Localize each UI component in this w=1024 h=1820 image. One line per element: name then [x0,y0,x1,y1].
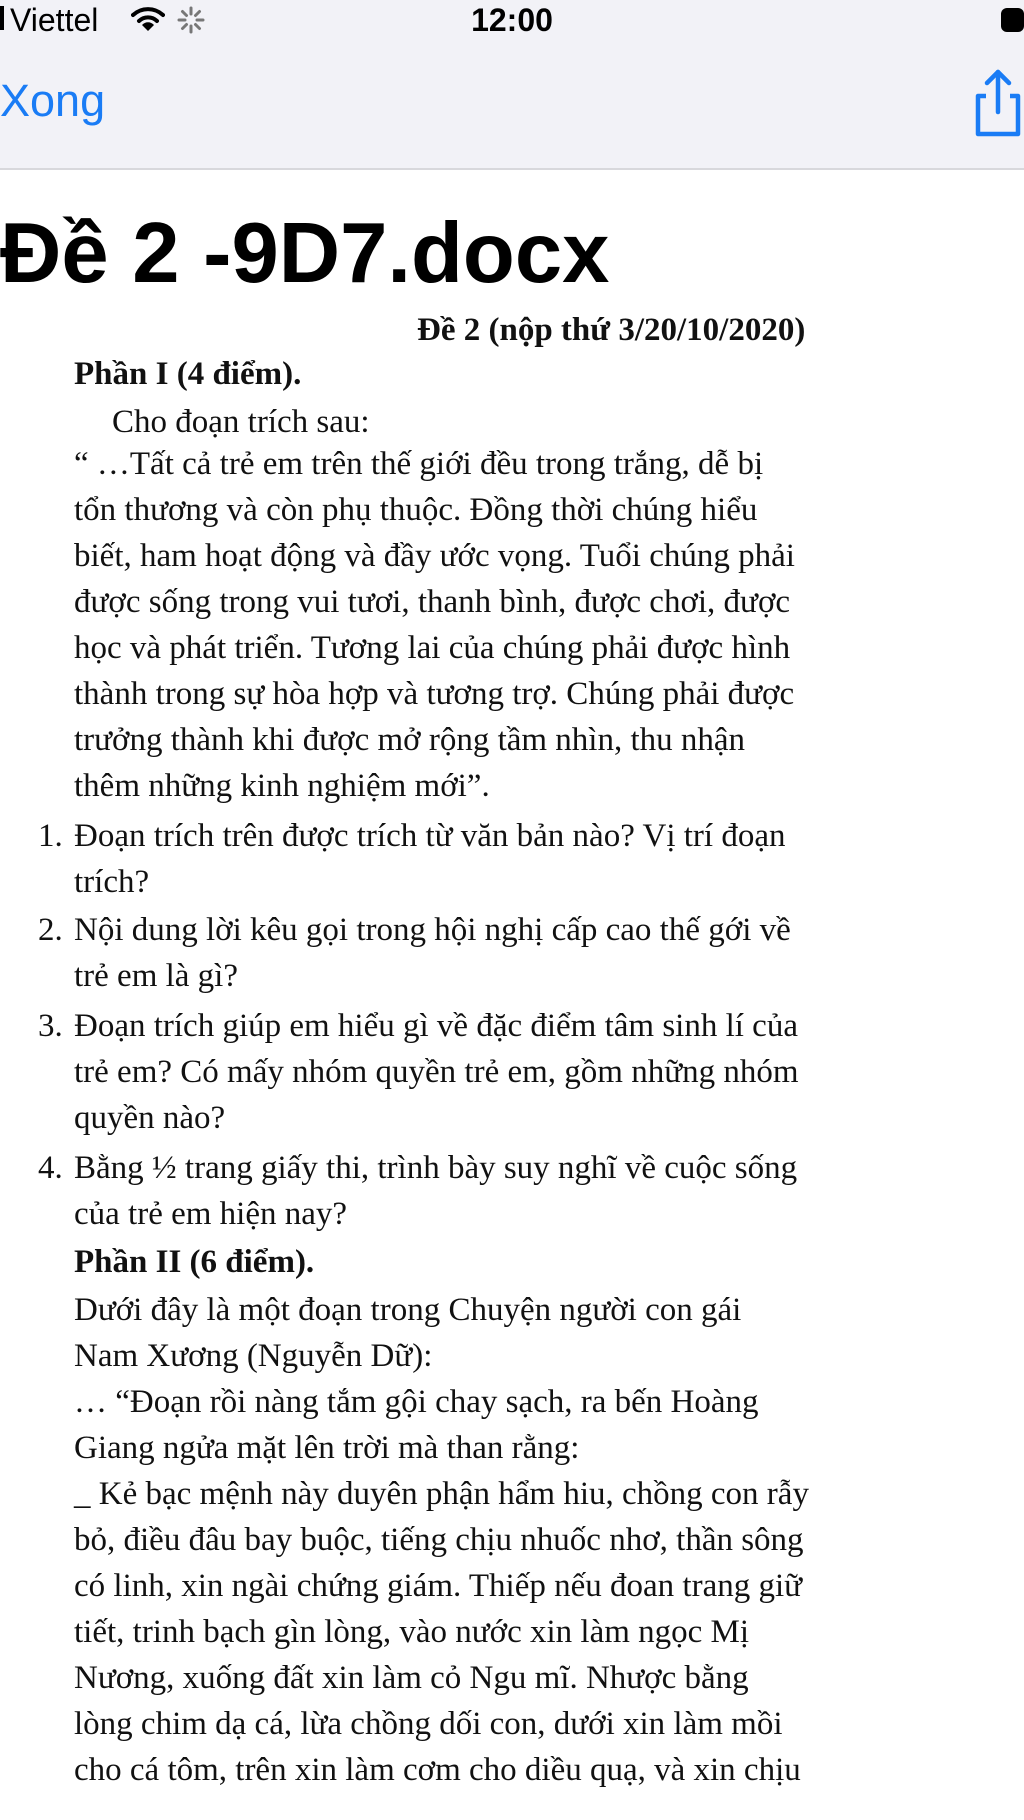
quote-line: học và phát triển. Tương lai của chúng phải được hình [74,630,791,666]
wifi-icon [131,7,165,33]
question-line: trích? [74,864,150,900]
part2-line: Nam Xương (Nguyễn Dữ): [74,1338,433,1374]
part2-line: Nương, xuống đất xin làm cỏ Ngu mĩ. Nhược bằng [74,1660,749,1696]
nav-bar [0,44,1024,170]
signal-icon [0,6,4,30]
status-bar [0,0,1024,44]
quote-line: tổn thương và còn phụ thuộc. Đồng thời chúng hiểu [74,492,758,528]
question-number: 3. [38,1008,63,1044]
part1-intro: Cho đoạn trích sau: [112,404,370,440]
question-line: Đoạn trích trên được trích từ văn bản nào? Vị trí đoạn [74,818,786,854]
quote-line: thành trong sự hòa hợp và tương trợ. Chúng phải được [74,676,795,712]
clock: 12:00 [471,2,553,38]
part2-heading: Phần II (6 điểm). [74,1244,315,1280]
share-button[interactable] [966,64,1024,140]
part2-line: Giang ngửa mặt lên trời mà than rằng: [74,1430,580,1466]
question-number: 1. [38,818,63,854]
question-line: trẻ em? Có mấy nhóm quyền trẻ em, gồm những nhóm [74,1054,799,1090]
part1-heading: Phần I (4 điểm). [74,356,302,392]
question-number: 4. [38,1150,63,1186]
part2-line: bỏ, điều đâu bay buộc, tiếng chịu nhuốc nhơ, thần sông [74,1522,804,1558]
question-line: Bằng ½ trang giấy thi, trình bày suy nghĩ về cuộc sống [74,1150,798,1186]
document-body [0,300,1024,1820]
part2-line: lòng chim dạ cá, lừa chồng dối con, dưới xin làm mồi [74,1706,783,1742]
question-line: Đoạn trích giúp em hiểu gì về đặc điểm tâm sinh lí của [74,1008,798,1044]
part2-line: có linh, xin ngài chứng giám. Thiếp nếu đoan trang giữ [74,1568,803,1604]
quote-line: được sống trong vui tươi, thanh bình, được chơi, được [74,584,791,620]
exam-header: Đề 2 (nộp thứ 3/20/10/2020) [417,312,806,348]
document-title: Đề 2 -9D7.docx [0,206,610,301]
quote-line: biết, ham hoạt động và đầy ước vọng. Tuổi chúng phải [74,538,795,574]
question-line: Nội dung lời kêu gọi trong hội nghị cấp cao thế gới về [74,912,791,948]
part2-line: _ Kẻ bạc mệnh này duyên phận hẩm hiu, chồng con rẫy [74,1476,809,1512]
part2-line: … “Đoạn rồi nàng tắm gội chay sạch, ra bến Hoàng [74,1384,759,1420]
part2-line: Dưới đây là một đoạn trong Chuyện người con gái [74,1292,742,1328]
share-icon [966,64,1024,140]
part2-line: tiết, trinh bạch gìn lòng, vào nước xin làm ngọc Mị [74,1614,750,1650]
question-line: quyền nào? [74,1100,226,1136]
question-line: trẻ em là gì? [74,958,239,994]
question-number: 2. [38,912,63,948]
question-line: của trẻ em hiện nay? [74,1196,348,1232]
loading-spinner-icon [177,6,205,34]
quote-line: trưởng thành khi được mở rộng tầm nhìn, thu nhận [74,722,746,758]
carrier-label: Viettel [10,2,99,38]
part2-line: cho cá tôm, trên xin làm cơm cho diều quạ, và xin chịu [74,1752,801,1788]
done-button[interactable]: Xong [0,75,106,126]
battery-icon [998,5,1024,35]
quote-line: “ …Tất cả trẻ em trên thế giới đều trong trắng, dễ bị [74,446,764,482]
quote-line: thêm những kinh nghiệm mới”. [74,768,490,804]
